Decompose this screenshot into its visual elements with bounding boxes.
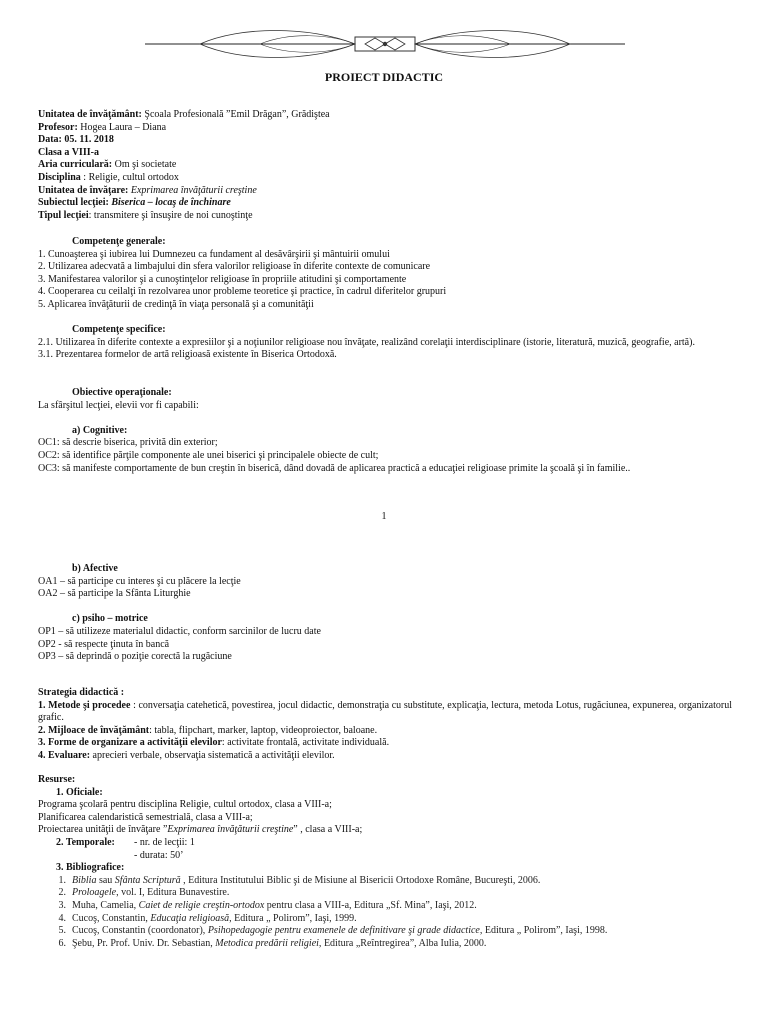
bibliography-text: Editura „Reîntregirea”, Alba Iulia, 2000. (321, 937, 487, 949)
bibliography-text: Cucoş, Constantin, (72, 912, 151, 924)
strategy-item (38, 700, 732, 725)
section-heading: Resurse: (38, 774, 76, 785)
header-value: Biserica – locaş de închinare (108, 197, 231, 209)
temporale-item: - nr. de lecţii: 1 (134, 836, 195, 848)
bibliography-text: Şebu, Pr. Prof. Univ. Dr. Sebastian, (72, 937, 216, 949)
header-label: Data: 05. 11. 2018 (38, 134, 114, 146)
section-heading: Competenţe specifice: (72, 324, 166, 335)
document-title: PROIECT DIDACTIC (324, 70, 444, 84)
header-line (38, 185, 732, 198)
header-label: Unitatea de învăţământ: (38, 109, 142, 120)
subheading-bibliografice: 3. Bibliografice: (56, 862, 125, 874)
bibliography-text: Caiet de religie creştin-ortodox (138, 899, 265, 911)
strategy-label: 3. Forme de organizare a activităţii elevilor (38, 737, 222, 749)
header-value: : Religie, cultul ortodox (80, 171, 179, 183)
section-heading: Obiective operaţionale: (72, 387, 172, 398)
list-item: 3. Manifestarea valorilor şi a cunoştinţelor religioase în propriile atitudini şi comportamente (38, 273, 407, 285)
obiective-operationale (38, 387, 732, 475)
objective-item: OA2 – să participe la Sfânta Liturghie (38, 588, 191, 600)
resource-text: Proiectarea unităţii de învăţare ” (38, 824, 168, 836)
decorative-header-ornament (140, 24, 630, 64)
resource-title: Exprimarea învăţăturii creştine (167, 824, 294, 836)
strategy-label: 1. Metode şi procedee (38, 699, 131, 711)
strategy-value: : activitate frontală, activitate individuală. (221, 737, 390, 749)
obiective-afective-psihomotrice (38, 563, 732, 664)
bibliography-text: sau (96, 874, 115, 886)
strategy-item (38, 750, 732, 763)
list-item: 2.1. Utilizarea în diferite contexte a expresiilor şi a noţiunilor religioase nou învăţate, realizând corelaţii interdisciplinare (istorie, literatură, muzică, geografie, artă). (38, 336, 695, 348)
intro-text: La sfârşitul lecţiei, elevii vor fi capabili: (38, 399, 199, 411)
objective-item: OA1 – să participe cu interes şi cu plăcere la lecţie (38, 575, 241, 587)
objective-item: OP3 – să deprindă o poziţie corectă la rugăciune (38, 651, 232, 663)
objective-item: OC1: să descrie biserica, privită din exterior; (38, 437, 218, 449)
bibliography-number: 2. (58, 887, 66, 899)
header-value: Om şi societate (112, 159, 177, 171)
header-label: Disciplina (38, 171, 81, 183)
bibliography-text: Muha, Camelia, (72, 899, 139, 911)
objective-item: OC3: să manifeste comportamente de bun creştin în biserică, dând dovadă de aplicarea practică a educaţiei religioase primite la şcoală şi în familie.. (38, 462, 631, 474)
subheading-psihomotrice: c) psiho – motrice (72, 613, 148, 625)
strategy-value: : conversaţia catehetică, povestirea, jocul didactic, demonstraţia cu substitute, explicaţia, lectura, metoda Lotus, rugăciunea, expunerea, organizatorul grafic. (38, 699, 732, 724)
resource-item (38, 824, 732, 837)
bibliography-item (38, 900, 732, 913)
temporale-item: - durata: 50’ (134, 849, 184, 861)
bibliography-item (38, 913, 732, 926)
header-value: : transmitere şi însuşire de noi cunoştinţe (88, 209, 253, 221)
strategy-label: 2. Mijloace de învăţământ (38, 724, 150, 736)
resource-item: Planificarea calendaristică semestrială, clasa a VIII-a; (38, 811, 253, 823)
bibliography-text: , vol. I, Editura Bunavestire. (116, 887, 230, 899)
bibliography-text: Psihopedagogie pentru examenele de definitivare şi grade didactice, (207, 925, 483, 937)
bibliography-number: 4. (58, 912, 66, 924)
resource-item: Programa şcolară pentru disciplina Religie, cultul ortodox, clasa a VIII-a; (38, 799, 332, 811)
strategy-item (38, 737, 732, 750)
bibliography-text: Biblia (72, 874, 97, 886)
bibliography-item (38, 875, 732, 888)
page-number: 1 (381, 511, 387, 522)
competente-generale (38, 236, 732, 312)
section-heading: Strategia didactică : (38, 687, 125, 698)
strategy-item (38, 725, 732, 738)
bibliography-text: Proloagele (72, 887, 117, 899)
header-label: Aria curriculară: (38, 159, 113, 171)
spacer (38, 601, 732, 614)
bibliography-text: Educaţia religioasă, (150, 912, 232, 924)
list-item: 2. Utilizarea adecvată a limbajului din sfera valorilor religioase în diferite contexte de comunicare (38, 261, 431, 273)
header-label: Unitatea de învăţare: (38, 184, 129, 196)
subheading-cognitive: a) Cognitive: (72, 424, 128, 436)
bibliography-item (38, 887, 732, 900)
subheading-afective: b) Afective (72, 563, 118, 574)
competente-specifice (38, 324, 732, 362)
header-line (38, 147, 732, 160)
resource-text: ” , clasa a VIII-a; (293, 824, 363, 836)
bibliography-number: 6. (58, 937, 66, 949)
header-line (38, 197, 732, 210)
header-line (38, 122, 732, 135)
bibliography-item (38, 938, 732, 951)
list-item: 3.1. Prezentarea formelor de artă religioasă existente în Biserica Ortodoxă. (38, 349, 337, 361)
header-value: Hogea Laura – Diana (77, 121, 167, 133)
section-heading: Competenţe generale: (72, 236, 166, 247)
bibliography-text: Metodica predării religiei, (215, 937, 322, 949)
bibliography-number: 1. (58, 874, 66, 886)
header-line (38, 210, 732, 223)
bibliography-number: 5. (58, 925, 66, 937)
header-line (38, 109, 732, 122)
objective-item: OP2 - să respecte ţinuta în bancă (38, 638, 170, 650)
bibliography-text: Editura „ Polirom”, Iaşi, 1998. (482, 925, 608, 937)
temporale-row (38, 850, 732, 863)
bibliography-text: , Editura Institutului Biblic şi de Misiune al Bisericii Ortodoxe Române, Bucureşti, 2006. (180, 874, 541, 886)
header-value: Exprimarea învăţăturii creştine (128, 184, 257, 196)
strategy-value: aprecieri verbale, observaţia sistematică a activităţii elevilor. (90, 749, 335, 761)
header-label: Profesor: (38, 121, 78, 133)
list-item: 4. Cooperarea cu ceilalţi în rezolvarea unor probleme teoretice şi practice, în cadrul diferitelor grupuri (38, 286, 447, 298)
objective-item: OC2: să identifice părţile componente ale unei biserici şi principalele obiecte de cult; (38, 449, 379, 461)
strategy-value: : tabla, flipchart, marker, laptop, videoproiector, baloane. (149, 724, 378, 736)
bibliography-number: 3. (58, 899, 66, 911)
subheading-oficiale: 1. Oficiale: (56, 786, 103, 798)
list-item: 1. Cunoaşterea şi iubirea lui Dumnezeu ca fundament al desăvârşirii şi mântuirii omului (38, 248, 390, 260)
header-line (38, 159, 732, 172)
header-label: Clasa a VIII-a (38, 146, 99, 158)
subheading-temporale: 2. Temporale: (56, 836, 115, 848)
strategy-label: 4. Evaluare: (38, 749, 91, 761)
bibliography-text: Editura „ Polirom”, Iaşi, 1999. (231, 912, 357, 924)
objective-item: OP1 – să utilizeze materialul didactic, conform sarcinilor de lucru date (38, 625, 321, 637)
list-item: 5. Aplicarea învăţăturii de credinţă în viaţa personală şi a comunităţii (38, 298, 314, 310)
header-label: Tipul lecţiei (38, 209, 89, 221)
bibliography-item (38, 925, 732, 938)
spacer (38, 412, 732, 425)
header-line (38, 134, 732, 147)
bibliography-text: pentru clasa a VIII-a, Editura „Sf. Mina”, Iaşi, 2012. (264, 899, 477, 911)
bibliography-text: Cucoş, Constantin (coordonator), (72, 925, 208, 937)
header-value: Şcoala Profesională ”Emil Drăgan”, Grădiştea (141, 109, 330, 120)
resurse (38, 774, 732, 950)
bibliography-text: Sfânta Scriptură (114, 874, 181, 886)
header-info (38, 109, 732, 222)
header-line (38, 172, 732, 185)
temporale-row (38, 837, 732, 850)
strategia-didactica (38, 687, 732, 763)
header-label: Subiectul lecţiei: (38, 197, 109, 209)
